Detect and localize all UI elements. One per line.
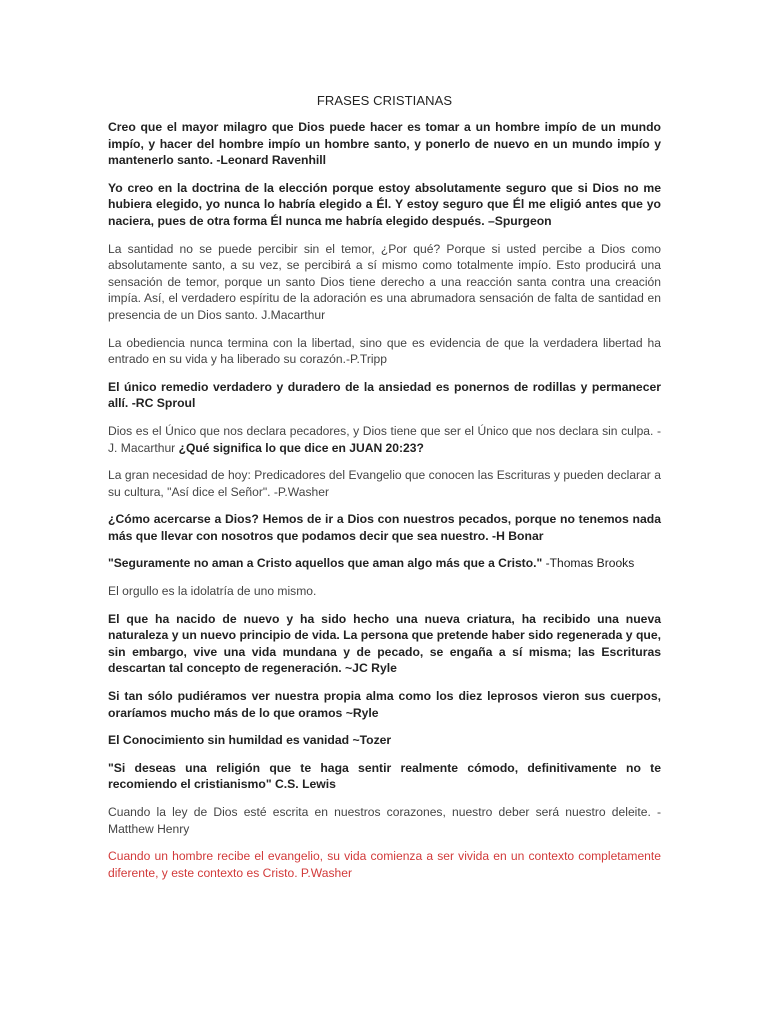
quote-brooks [108, 555, 661, 572]
quote-macarthur-santidad: La santidad no se puede percibir sin el temor, ¿Por qué? Porque si usted percibe a Dios como absolutamente santo, a su vez, se percibirá a sí mismo como totalmente impío. Esto producirá una sensación de temor, porque un santo Dios tiene derecho a una reacción santa contra una creación impía. Así, el verdadero espíritu de la adoración es una abrumadora sensación de falta de santidad en presencia de un Dios santo. J.Macarthur [108, 241, 661, 322]
quote-brooks-text: "Seguramente no aman a Cristo aquellos que aman algo más que a Cristo." [108, 556, 543, 571]
quote-macarthur-culpa-text: Dios es el Único que nos declara pecadores, y Dios tiene que ser el Único que nos declara sin culpa. -J. Macarthur [108, 423, 661, 455]
quote-washer-predicadores: La gran necesidad de hoy: Predicadores del Evangelio que conocen las Escrituras y pueden declarar a su cultura, "Así dice el Señor". -P.Washer [108, 468, 661, 499]
document-page [108, 92, 661, 892]
quote-spurgeon: Yo creo en la doctrina de la elección porque estoy absolutamente seguro que si Dios no me hubiera elegido, yo nunca lo habría elegido a Él. Y estoy seguro que Él me eligió antes que yo naciera, pues de otra forma Él nunca me habría elegido después. –Spurgeon [108, 180, 661, 228]
quote-tripp: La obediencia nunca termina con la libertad, sino que es evidencia de que la verdadera libertad ha entrado en su vida y ha liberado su corazón.-P.Tripp [108, 335, 661, 367]
quote-orgullo: El orgullo es la idolatría de uno mismo. [108, 584, 317, 599]
quote-henry: Cuando la ley de Dios esté escrita en nuestros corazones, nuestro deber será nuestro deleite. -Matthew Henry [108, 805, 661, 836]
document-title: FRASES CRISTIANAS [316, 93, 453, 108]
quote-macarthur-culpa [108, 423, 661, 456]
quote-lewis: "Si deseas una religión que te haga sentir realmente cómodo, definitivamente no te recomiendo el cristianismo" C.S. Lewis [108, 760, 661, 792]
quote-ryle-leprosos: Si tan sólo pudiéramos ver nuestra propia alma como los diez leprosos vieron sus cuerpos, oraríamos mucho más de lo que oramos ~Ryle [108, 689, 661, 720]
quote-macarthur-culpa-question: ¿Qué significa lo que dice en JUAN 20:23? [178, 440, 424, 455]
quote-washer-evangelio: Cuando un hombre recibe el evangelio, su vida comienza a ser vivida en un contexto completamente diferente, y este contexto es Cristo. P.Washer [108, 849, 661, 880]
quote-sproul: El único remedio verdadero y duradero de la ansiedad es ponernos de rodillas y permanecer allí. -RC Sproul [108, 379, 661, 411]
quote-tozer: El Conocimiento sin humildad es vanidad ~Tozer [108, 733, 392, 748]
quote-brooks-author: -Thomas Brooks [542, 556, 635, 571]
quote-bonar: ¿Cómo acercarse a Dios? Hemos de ir a Dios con nuestros pecados, porque no tenemos nada más que llevar con nosotros que podamos decir que sea nuestro. -H Bonar [108, 512, 661, 543]
quote-ravenhill: Creo que el mayor milagro que Dios puede hacer es tomar a un hombre impío de un mundo impío, y hacer del hombre impío un hombre santo, y ponerlo de nuevo en un mundo impío y mantenerlo santo. -Leonard Ravenhill [108, 120, 661, 168]
quote-ryle-regeneracion: El que ha nacido de nuevo y ha sido hecho una nueva criatura, ha recibido una nueva naturaleza y un nuevo principio de vida. La persona que pretende haber sido regenerada y que, sin embargo, vive una vida mundana y de pecado, se engaña a sí misma; las Escrituras descartan tal concepto de regeneración. ~JC Ryle [108, 611, 661, 676]
